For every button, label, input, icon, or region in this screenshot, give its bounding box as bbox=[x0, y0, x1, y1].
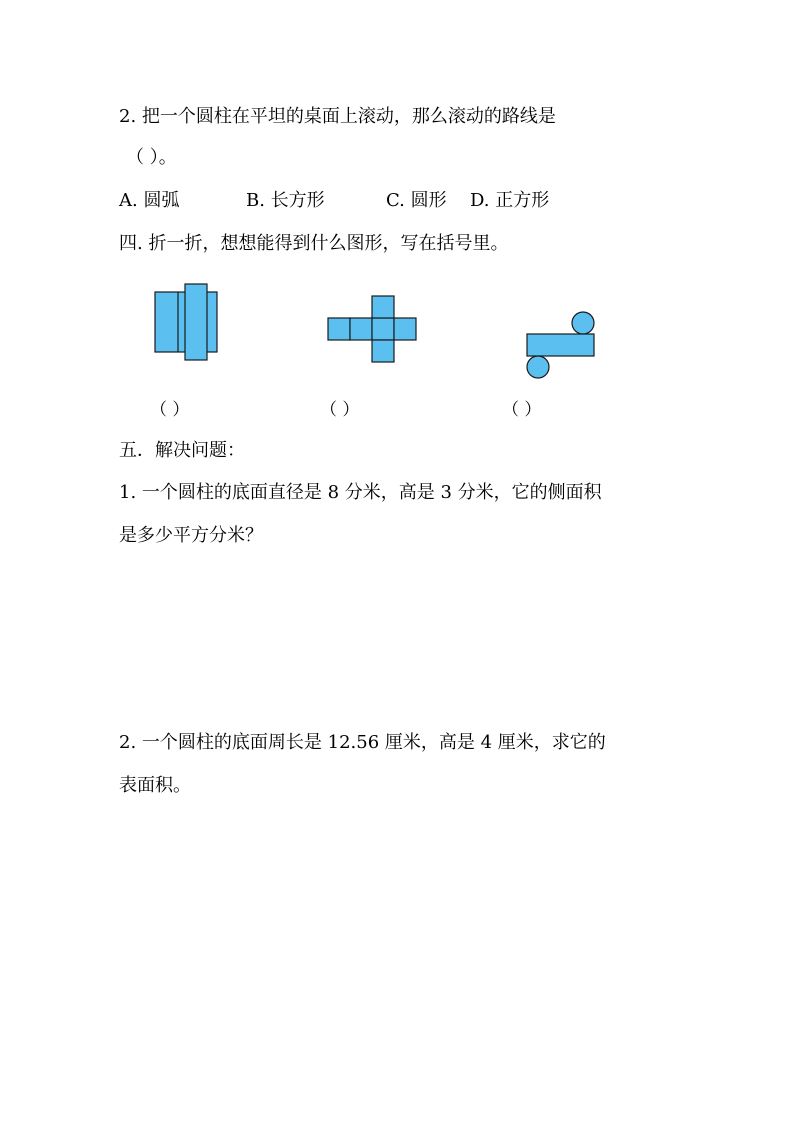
section-5-title: 五．解决问题： bbox=[119, 440, 245, 461]
question-2-answer-blank: （ ）。 bbox=[126, 147, 177, 168]
cube-net-square-2 bbox=[350, 318, 372, 340]
cylinder-net-figure bbox=[524, 310, 598, 382]
option-a: A. 圆弧 bbox=[119, 190, 180, 211]
cylinder-net-bottom-circle bbox=[527, 356, 549, 378]
cube-net-square-1 bbox=[328, 318, 350, 340]
answer-blank-3: （ ） bbox=[502, 400, 542, 420]
option-d: D. 正方形 bbox=[470, 190, 550, 211]
option-c: C. 圆形 bbox=[386, 190, 447, 211]
section-4-title: 四. 折一折，想想能得到什么图形，写在括号里。 bbox=[119, 233, 509, 254]
answer-blank-1: （ ） bbox=[150, 400, 190, 420]
answer-blank-2: （ ） bbox=[320, 400, 360, 420]
option-b: B. 长方形 bbox=[246, 190, 325, 211]
cube-net-square-4 bbox=[394, 318, 416, 340]
cuboid-net-figure bbox=[150, 280, 220, 364]
cuboid-net-side-strip bbox=[185, 284, 207, 360]
cylinder-net-top-circle bbox=[572, 312, 594, 334]
cube-net-square-3 bbox=[372, 318, 394, 340]
question-2-line-1: 2. 把一个圆柱在平坦的桌面上滚动，那么滚动的路线是 bbox=[119, 106, 556, 127]
cube-net-figure bbox=[326, 294, 420, 366]
problem-1-line-1: 1. 一个圆柱的底面直径是 8 分米，高是 3 分米，它的侧面积 bbox=[119, 482, 602, 503]
problem-2-line-1: 2. 一个圆柱的底面周长是 12.56 厘米，高是 4 厘米，求它的 bbox=[119, 732, 606, 753]
cube-net-square-bottom bbox=[372, 340, 394, 362]
problem-2-line-2: 表面积。 bbox=[119, 775, 191, 796]
cube-net-square-top bbox=[372, 296, 394, 318]
problem-1-line-2: 是多少平方分米？ bbox=[119, 525, 263, 546]
cylinder-net-lateral-rect bbox=[527, 334, 594, 356]
